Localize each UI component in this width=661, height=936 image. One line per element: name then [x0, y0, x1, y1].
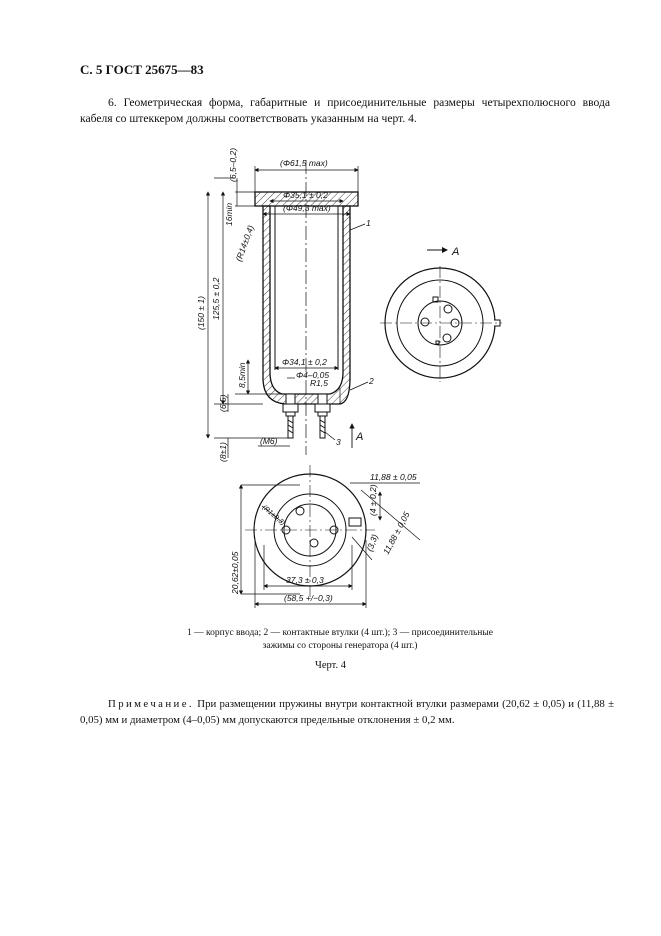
note-text: При размещении пружины внутри контактной втулки размерами (20,62 ± 0,05) и (11,88 ± 0,05) мм и диаметром (4–0,05) мм допускаются предельные отклонения ± 0,2 мм. [80, 698, 614, 726]
dim-6-5: (6,5) [218, 394, 228, 412]
legend-line-1: 1 — корпус ввода; 2 — контактные втулки (4 шт.); 3 — присоединительные [187, 628, 493, 638]
view-a [380, 250, 502, 382]
dim-r1: (R1±0,3) [260, 504, 287, 528]
legend-line-2: зажимы со стороны генератора (4 шт.) [262, 641, 418, 651]
page-header: С. 5 ГОСТ 25675—83 [80, 62, 204, 77]
view-a-arrow-label: A [356, 431, 364, 443]
dim-35-1: Φ35,1 ± 0,2 [283, 190, 328, 200]
dim-16-min: 16min [224, 202, 234, 226]
dim-49-3: (Φ49,3 max) [283, 203, 331, 213]
dim-58-5: (58,5 +/−0,3) [284, 593, 333, 603]
dim-8-5-min: 8,5min [237, 362, 247, 388]
dim-37-3: 37,3 ± 0,3 [286, 575, 324, 585]
dim-61-5: (Φ61,5 max) [280, 158, 328, 168]
dim-4-0-2: (4 ± 0,2) [368, 484, 378, 516]
dim-150: (150 ± 1) [196, 296, 206, 330]
dim-3-3: (3,3) [364, 532, 380, 553]
part-label-1: 1 [366, 218, 371, 228]
part-label-3: 3 [336, 437, 341, 447]
dim-6-5-top: (6,5–0,2) [228, 147, 238, 182]
view-a-label: A [452, 246, 460, 258]
figure-caption: Черт. 4 [315, 660, 346, 671]
dim-125-5: 125,5 ± 0,2 [211, 277, 221, 320]
dim-8: (8±1) [218, 442, 228, 462]
clause-6-paragraph: 6. Геометрическая форма, габаритные и присоединительные размеры четырехполюсного ввода кабеля со штеккером должны соответствовать указанным на черт. 4. [80, 96, 610, 125]
part-label-2: 2 [369, 376, 374, 386]
dim-34-1: Φ34,1 ± 0,2 [282, 357, 327, 367]
dim-r14: (R14±0,4) [233, 223, 256, 263]
dim-m6: (M6) [260, 436, 278, 446]
dim-11-88-a: 11,88 ± 0,05 [370, 472, 417, 482]
dim-20-62: 20,62±0,05 [230, 551, 240, 594]
figure-legend [160, 627, 520, 653]
dim-11-88-b: 11,88 ± 0,05 [380, 510, 412, 556]
dim-4: Φ4–0,05 [296, 370, 330, 380]
note-label: Примечание. [108, 698, 194, 710]
note-paragraph [80, 696, 614, 728]
dim-r1-5: R1,5 [310, 378, 328, 388]
